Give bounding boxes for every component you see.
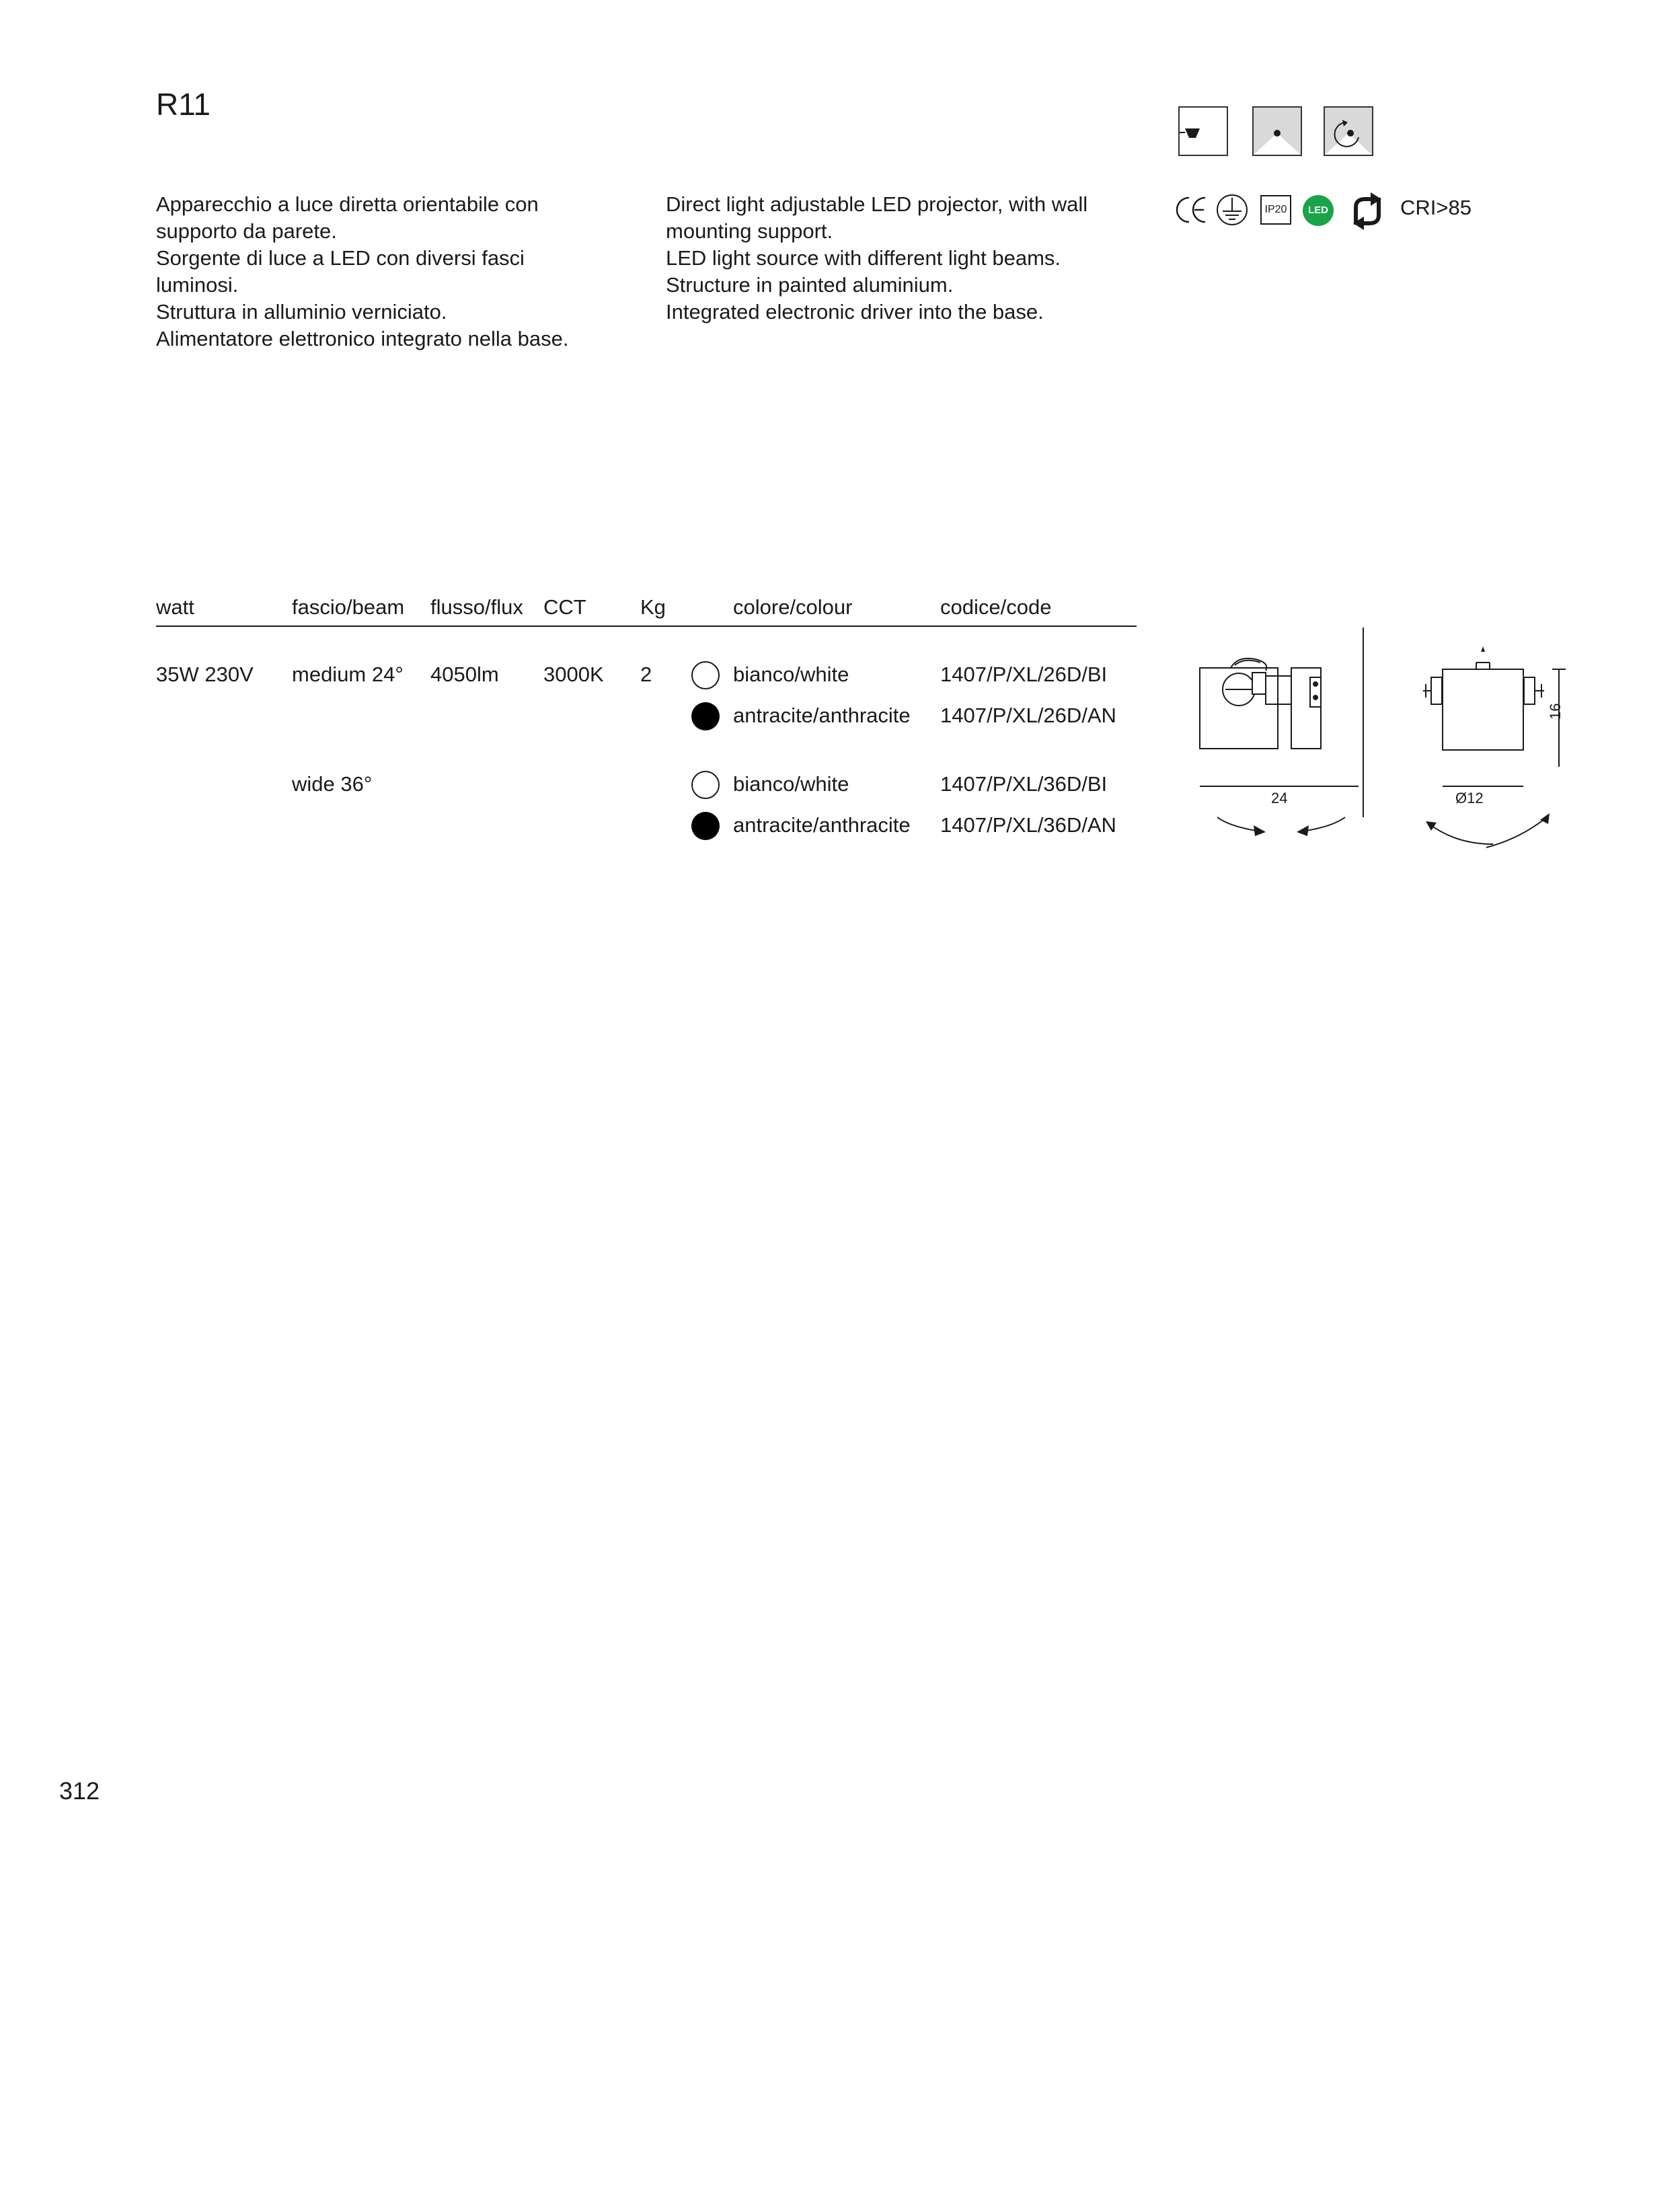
header-kg: Kg bbox=[640, 595, 666, 619]
colour-swatch-anthracite bbox=[691, 812, 720, 840]
description-line: Integrated electronic driver into the base. bbox=[666, 300, 1044, 324]
product-title: R11 bbox=[156, 87, 211, 122]
downlight-beam-icon bbox=[1252, 106, 1302, 156]
cell-beam: wide 36° bbox=[292, 772, 373, 796]
ip20-rating-icon: IP20 bbox=[1260, 195, 1291, 225]
colour-swatch-white bbox=[691, 661, 720, 689]
cell-cct: 3000K bbox=[543, 663, 604, 686]
rotation-arrows-icon bbox=[1346, 191, 1388, 235]
colour-swatch-white bbox=[691, 771, 720, 799]
description-line: Alimentatore elettronico integrato nella base. bbox=[156, 327, 569, 350]
description-line: supporto da parete. bbox=[156, 219, 337, 243]
cell-colour: antracite/anthracite bbox=[733, 813, 911, 837]
header-colour: colore/colour bbox=[733, 595, 853, 619]
cell-code: 1407/P/XL/26D/AN bbox=[940, 704, 1116, 727]
wall-mount-icon bbox=[1178, 106, 1228, 156]
description-line: mounting support. bbox=[666, 219, 833, 243]
cell-colour: bianco/white bbox=[733, 663, 849, 686]
ce-mark-icon bbox=[1174, 194, 1208, 229]
header-flux: flusso/flux bbox=[430, 595, 523, 619]
description-line: Apparecchio a luce diretta orientabile con bbox=[156, 192, 539, 216]
dimension-diameter: Ø12 bbox=[1455, 790, 1484, 806]
description-line: Structure in painted aluminium. bbox=[666, 273, 954, 297]
description-line: Sorgente di luce a LED con diversi fasci bbox=[156, 246, 525, 270]
colour-swatch-anthracite bbox=[691, 702, 720, 730]
description-english bbox=[666, 191, 1087, 326]
description-line: Direct light adjustable LED projector, with wall bbox=[666, 192, 1088, 216]
description-line: Struttura in alluminio verniciato. bbox=[156, 300, 447, 324]
table-header-rule bbox=[156, 626, 1137, 627]
cell-colour: bianco/white bbox=[733, 772, 849, 796]
dimension-height: 16 bbox=[1547, 703, 1564, 720]
adjustable-beam-icon bbox=[1324, 106, 1373, 156]
technical-drawing bbox=[1190, 622, 1594, 851]
header-watt: watt bbox=[156, 595, 194, 619]
header-code: codice/code bbox=[940, 595, 1052, 619]
cri-rating: CRI>85 bbox=[1400, 196, 1472, 219]
cell-watt: 35W 230V bbox=[156, 663, 254, 686]
cell-beam: medium 24° bbox=[292, 663, 404, 686]
cell-code: 1407/P/XL/36D/AN bbox=[940, 813, 1116, 837]
description-line: luminosi. bbox=[156, 273, 239, 297]
dimension-width: 24 bbox=[1271, 790, 1288, 806]
cell-colour: antracite/anthracite bbox=[733, 704, 911, 727]
led-badge-icon: LED bbox=[1303, 195, 1334, 226]
cell-flux: 4050lm bbox=[430, 663, 499, 686]
cell-code: 1407/P/XL/26D/BI bbox=[940, 663, 1108, 686]
description-italian bbox=[156, 191, 568, 352]
cell-kg: 2 bbox=[640, 663, 652, 686]
ground-symbol-icon bbox=[1215, 194, 1250, 232]
header-beam: fascio/beam bbox=[292, 595, 405, 619]
header-cct: CCT bbox=[543, 595, 586, 619]
cell-code: 1407/P/XL/36D/BI bbox=[940, 772, 1108, 796]
description-line: LED light source with different light beams. bbox=[666, 246, 1061, 270]
page-number: 312 bbox=[59, 1777, 100, 1805]
